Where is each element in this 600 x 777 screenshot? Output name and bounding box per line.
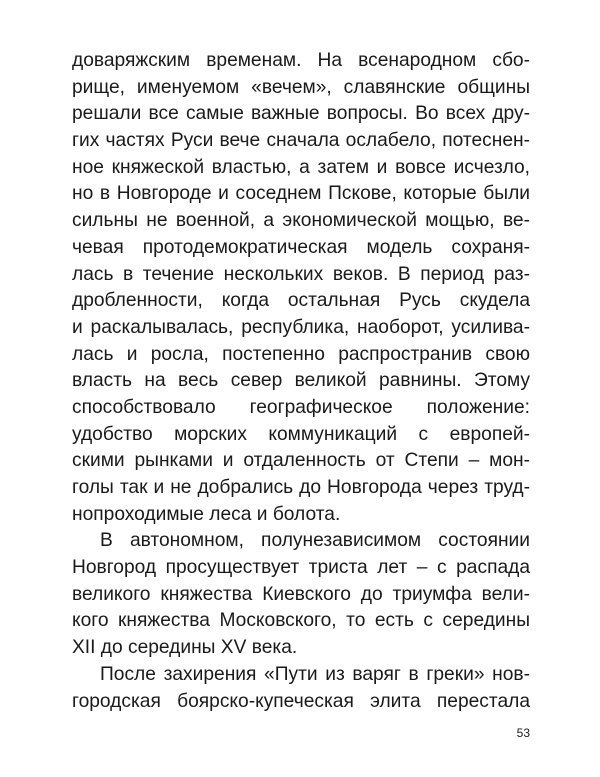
text-line: Новгород просуществует триста лет – с распада — [72, 557, 530, 579]
text-line: скими рынками и отдаленность от Степи – мон- — [72, 450, 530, 472]
text-line: удобство морских коммуникаций с европей- — [72, 423, 530, 445]
paragraph-2 — [72, 528, 530, 661]
text-line: гих частях Руси вече сначала ослабело, потеснен- — [72, 130, 530, 152]
text-line: и раскалывалась, республика, наоборот, усилива- — [72, 316, 530, 338]
text-line: доваряжским временам. На всенародном сбо- — [72, 50, 530, 71]
text-line: городская боярско-купеческая элита перестала — [72, 690, 530, 712]
text-line: голы так и не добрались до Новгорода через труд- — [72, 477, 530, 498]
text-line: лась в течение нескольких веков. В период раз- — [72, 263, 530, 285]
text-line: но в Новгороде и соседнем Пскове, которые были — [72, 183, 530, 205]
text-line: чевая протодемократическая модель сохраня- — [72, 236, 530, 258]
text-line: После захирения «Пути из варяг в греки» нов- — [100, 663, 530, 685]
text-line: нопроходимые леса и болота. — [72, 503, 341, 525]
paragraph-1 — [72, 48, 530, 528]
text-line: власть на весь север великой равнины. Этому — [72, 370, 530, 392]
text-line: XII до середины XV века. — [72, 637, 298, 659]
body-text — [72, 48, 530, 715]
text-line: великого княжества Киевского до триумфа вели- — [72, 583, 530, 605]
text-line: способствовало географическое положение: — [72, 396, 530, 418]
text-line: В автономном, полунезависимом состоянии — [100, 530, 530, 552]
paragraph-3 — [72, 662, 530, 715]
text-line: дробленности, когда остальная Русь скудела — [72, 290, 530, 312]
text-line: кого княжества Московского, то есть с середины — [72, 610, 530, 632]
text-line: решали все самые важные вопросы. Во всех дру- — [72, 103, 530, 125]
text-line: рище, именуемом «вечем», славянские общины — [72, 76, 530, 98]
page-number: 53 — [516, 726, 530, 740]
text-line: сильны не военной, а экономической мощью, ве- — [72, 210, 530, 232]
text-line: лась и росла, постепенно распространив свою — [72, 343, 530, 365]
text-line: ное княжеской властью, а затем и вовсе исчезло, — [72, 156, 530, 178]
